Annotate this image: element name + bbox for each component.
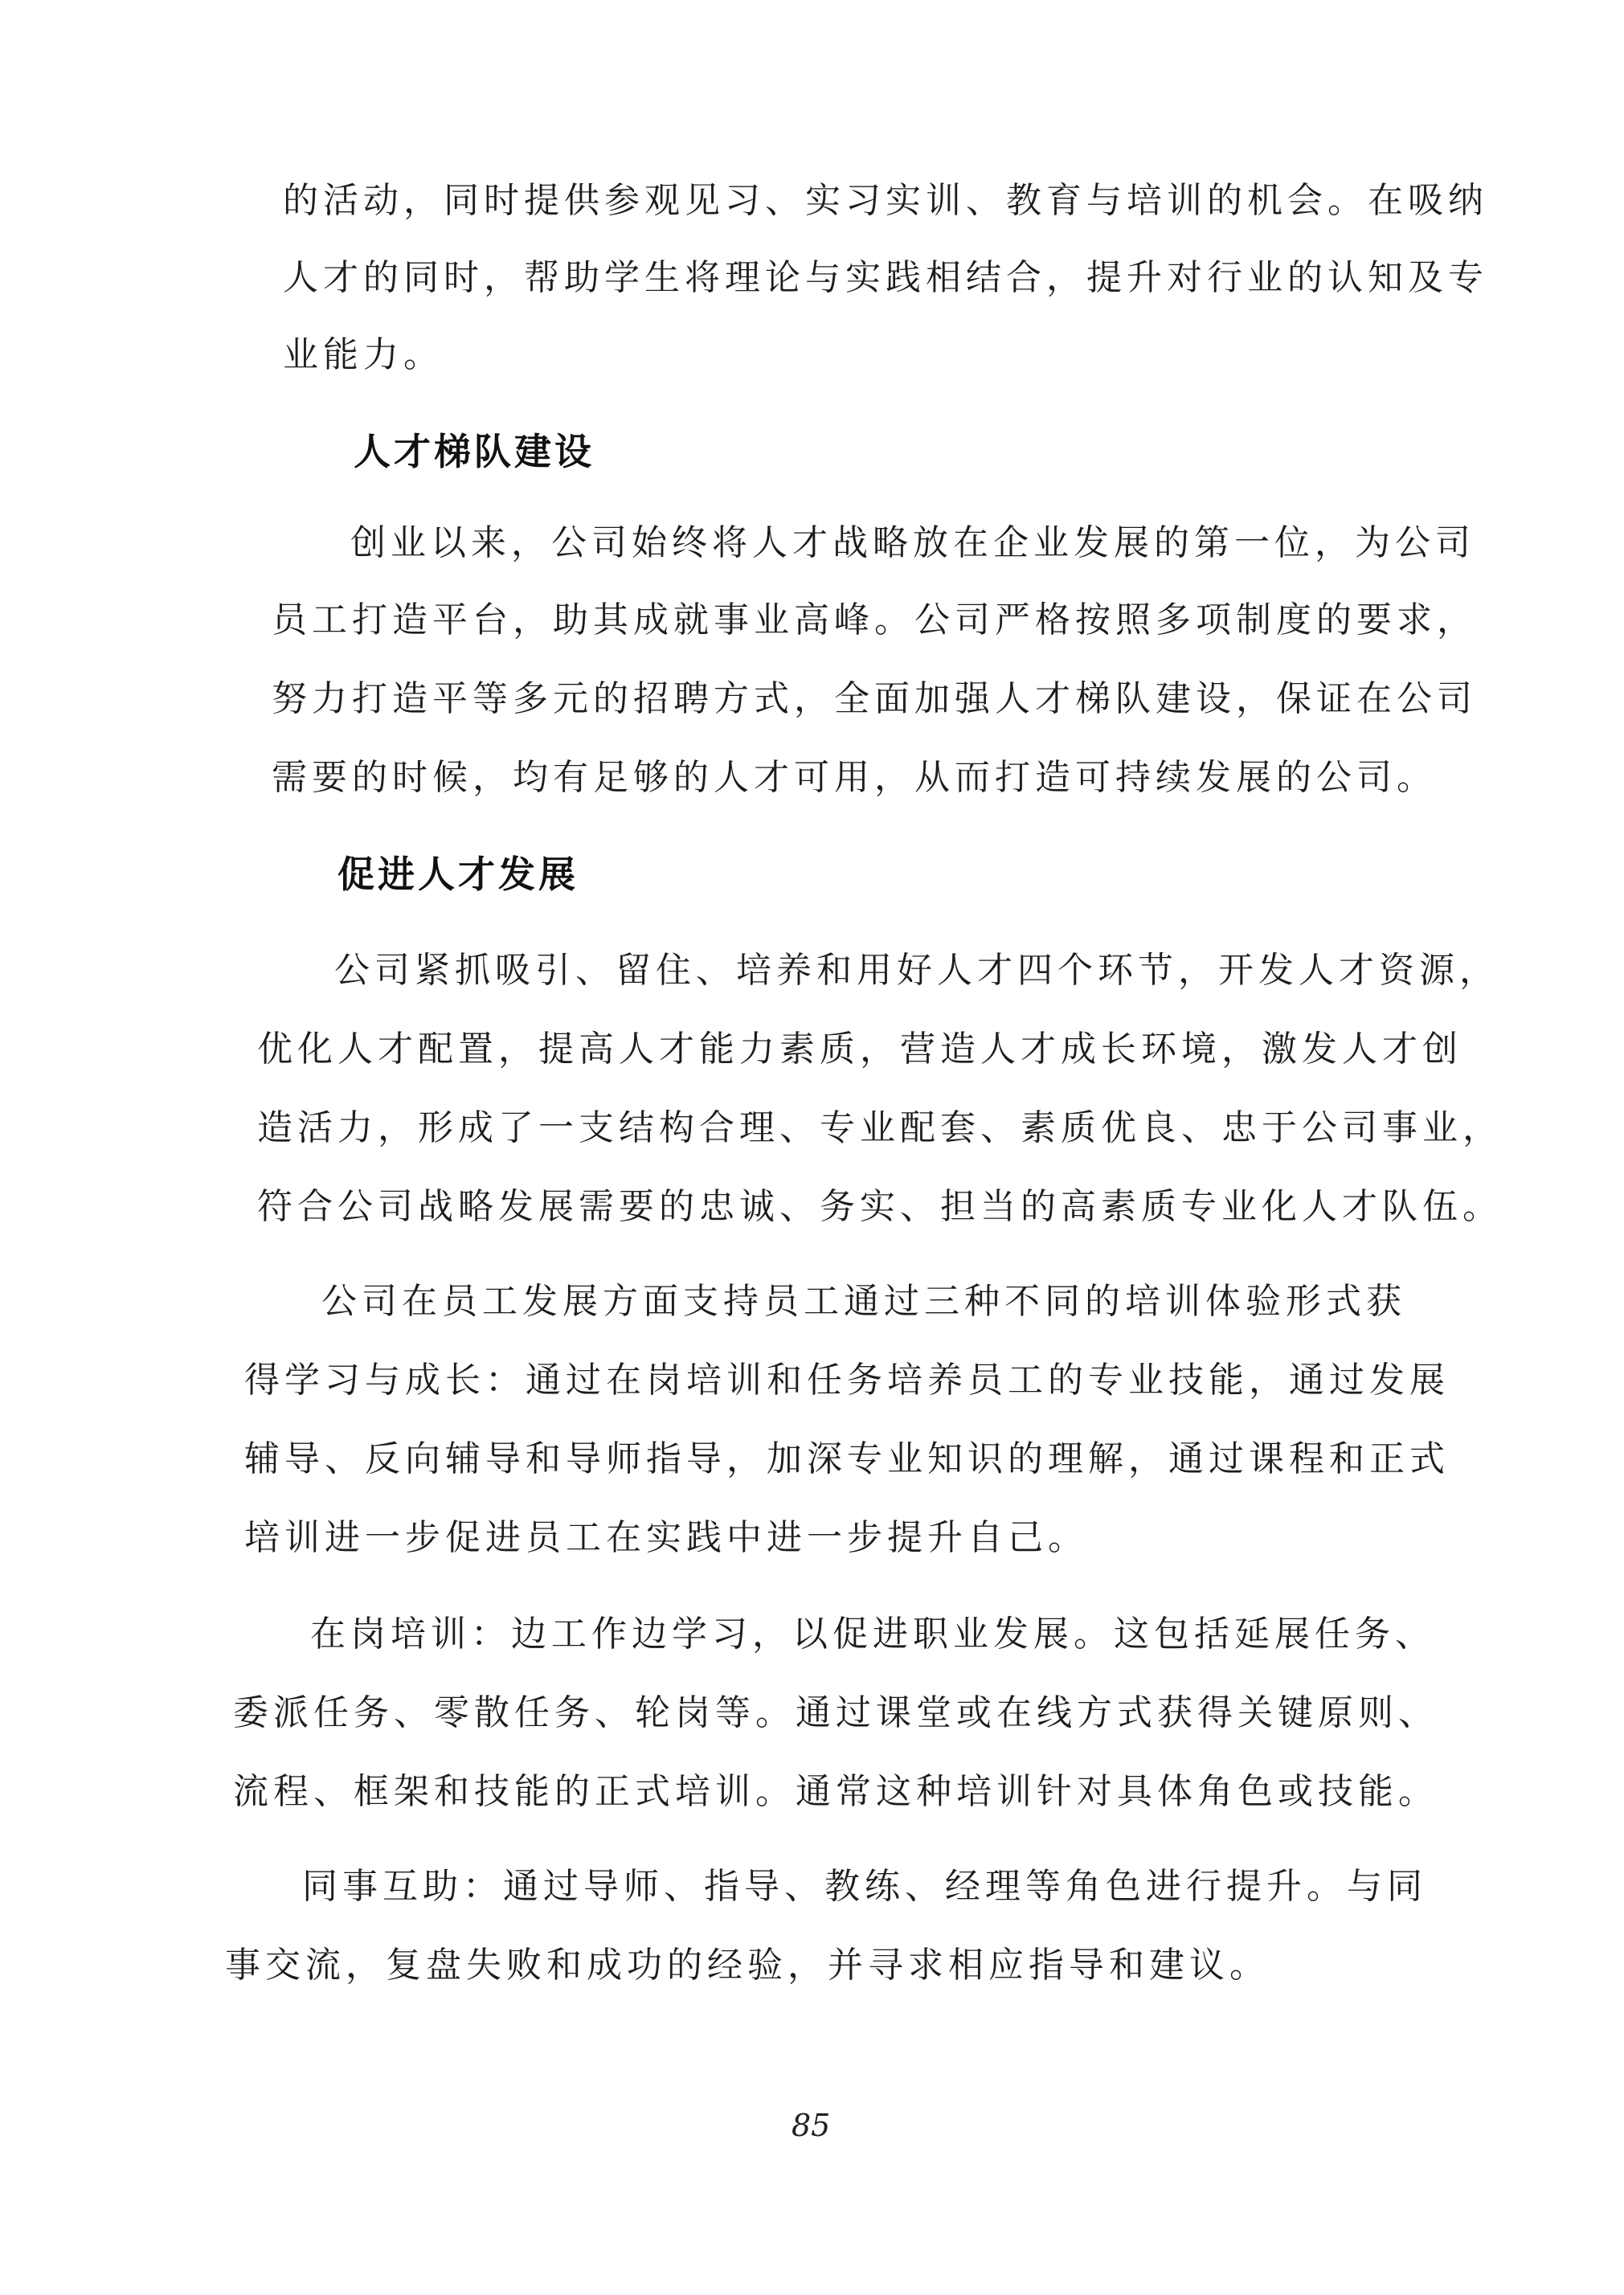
paragraph-line: 事交流，复盘失败和成功的经验，并寻求相应指导和建议。	[225, 1945, 1270, 1986]
page-number: 85	[792, 2108, 831, 2143]
paragraph-line: 同事互助：通过导师、指导、教练、经理等角色进行提升。与同	[302, 1866, 1427, 1907]
paragraph-line: 的活动，同时提供参观见习、实习实训、教育与培训的机会。在吸纳	[283, 180, 1488, 221]
paragraph-line: 造活力，形成了一支结构合理、专业配套、素质优良、忠于公司事业，	[257, 1107, 1503, 1148]
paragraph-line: 努力打造平等多元的招聘方式，全面加强人才梯队建设，保证在公司	[272, 678, 1477, 719]
paragraph-line: 人才的同时，帮助学生将理论与实践相结合，提升对行业的认知及专	[283, 257, 1488, 298]
paragraph-line: 符合公司战略发展需要的忠诚、务实、担当的高素质专业化人才队伍。	[257, 1186, 1503, 1227]
paragraph-line: 业能力。	[283, 334, 444, 375]
paragraph-line: 辅导、反向辅导和导师指导，加深专业知识的理解，通过课程和正式	[244, 1438, 1450, 1479]
section-heading: 促进人才发展	[337, 853, 579, 896]
paragraph-line: 优化人才配置，提高人才能力素质，营造人才成长环境，激发人才创	[257, 1029, 1462, 1070]
paragraph-line: 员工打造平台，助其成就事业高峰。公司严格按照多项制度的要求，	[272, 599, 1477, 640]
paragraph-line: 培训进一步促进员工在实践中进一步提升自己。	[244, 1517, 1088, 1558]
paragraph-line: 公司紧抓吸引、留住、培养和用好人才四个环节，开发人才资源，	[334, 950, 1499, 991]
section-heading: 人才梯队建设	[354, 430, 595, 473]
paragraph-line: 公司在员工发展方面支持员工通过三种不同的培训体验形式获	[321, 1281, 1406, 1322]
paragraph-line: 需要的时候，均有足够的人才可用，从而打造可持续发展的公司。	[272, 757, 1437, 798]
paragraph-line: 流程、框架和技能的正式培训。通常这种培训针对具体角色或技能。	[233, 1771, 1438, 1812]
paragraph-line: 得学习与成长：通过在岗培训和任务培养员工的专业技能，通过发展	[244, 1360, 1450, 1401]
paragraph-line: 委派任务、零散任务、轮岗等。通过课堂或在线方式获得关键原则、	[233, 1692, 1438, 1733]
paragraph-line: 在岗培训：边工作边学习，以促进职业发展。这包括延展任务、	[310, 1614, 1435, 1655]
paragraph-line: 创业以来，公司始终将人才战略放在企业发展的第一位，为公司	[350, 522, 1475, 563]
